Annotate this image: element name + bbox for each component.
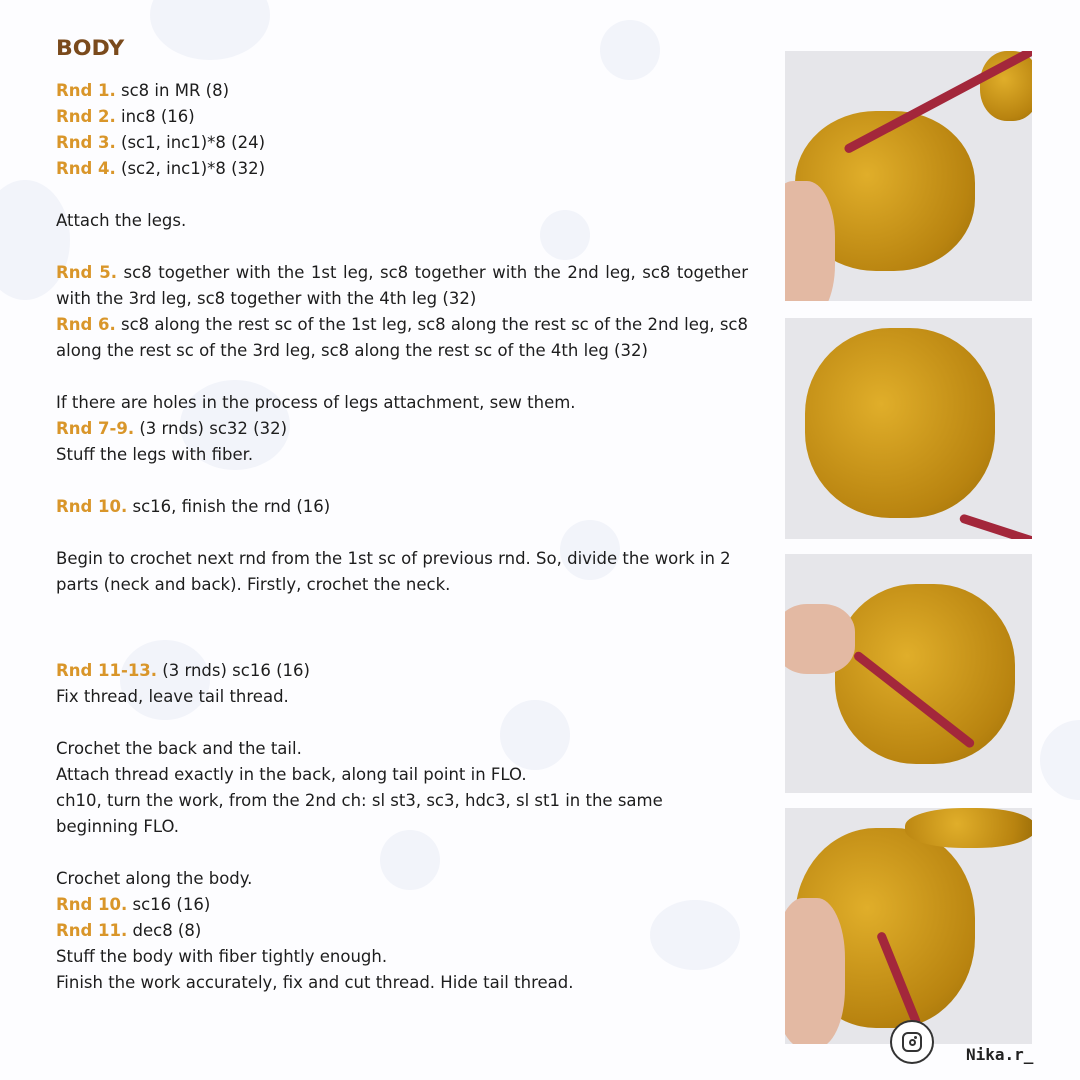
instruction-note: Crochet along the body. xyxy=(56,869,253,888)
instruction-line: Rnd 1. sc8 in MR (8) xyxy=(56,81,230,100)
instruction-line: Rnd 6. sc8 along the rest sc of the 1st leg, sc8 along the rest sc of the 2nd leg, sc8 along the rest sc of the 3rd leg, sc8 along the rest sc of the 4th leg (32) xyxy=(56,315,748,360)
pattern-instructions xyxy=(56,78,748,996)
instruction-line: Rnd 11. dec8 (8) xyxy=(56,921,202,940)
instruction-note: Attach the legs. xyxy=(56,211,187,230)
instruction-note: Stuff the legs with fiber. xyxy=(56,445,254,464)
instruction-line: Rnd 10. sc16, finish the rnd (16) xyxy=(56,497,331,516)
instruction-note: Begin to crochet next rnd from the 1st sc of previous rnd. So, divide the work in 2 parts (neck and back). Firstly, crochet the neck. xyxy=(56,549,731,594)
instruction-line: Rnd 10. sc16 (16) xyxy=(56,895,211,914)
instruction-line: Rnd 5. sc8 together with the 1st leg, sc8 together with the 2nd leg, sc8 together with the 3rd leg, sc8 together with the 4th leg (32) xyxy=(56,263,748,308)
step-photo-3 xyxy=(785,554,1032,793)
step-photo-2 xyxy=(785,318,1032,539)
instruction-note: Attach thread exactly in the back, along tail point in FLO. xyxy=(56,765,527,784)
instruction-line: Rnd 11-13. (3 rnds) sc16 (16) xyxy=(56,661,310,680)
instruction-note: Stuff the body with fiber tightly enough. xyxy=(56,947,388,966)
instruction-note: ch10, turn the work, from the 2nd ch: sl st3, sc3, hdc3, sl st1 in the same beginning FLO. xyxy=(56,791,663,836)
instruction-note: If there are holes in the process of legs attachment, sew them. xyxy=(56,393,576,412)
instruction-note: Finish the work accurately, fix and cut thread. Hide tail thread. xyxy=(56,973,574,992)
instruction-line: Rnd 7-9. (3 rnds) sc32 (32) xyxy=(56,419,288,438)
instruction-line: Rnd 2. inc8 (16) xyxy=(56,107,195,126)
step-photo-4 xyxy=(785,808,1032,1044)
instruction-note: Fix thread, leave tail thread. xyxy=(56,687,289,706)
instruction-line: Rnd 3. (sc1, inc1)*8 (24) xyxy=(56,133,266,152)
instagram-handle[interactable]: Nika.r_ xyxy=(966,1045,1034,1064)
instruction-note: Crochet the back and the tail. xyxy=(56,739,302,758)
step-photo-1 xyxy=(785,51,1032,301)
section-title: BODY xyxy=(56,36,125,60)
instagram-icon[interactable] xyxy=(890,1020,934,1064)
instruction-line: Rnd 4. (sc2, inc1)*8 (32) xyxy=(56,159,266,178)
